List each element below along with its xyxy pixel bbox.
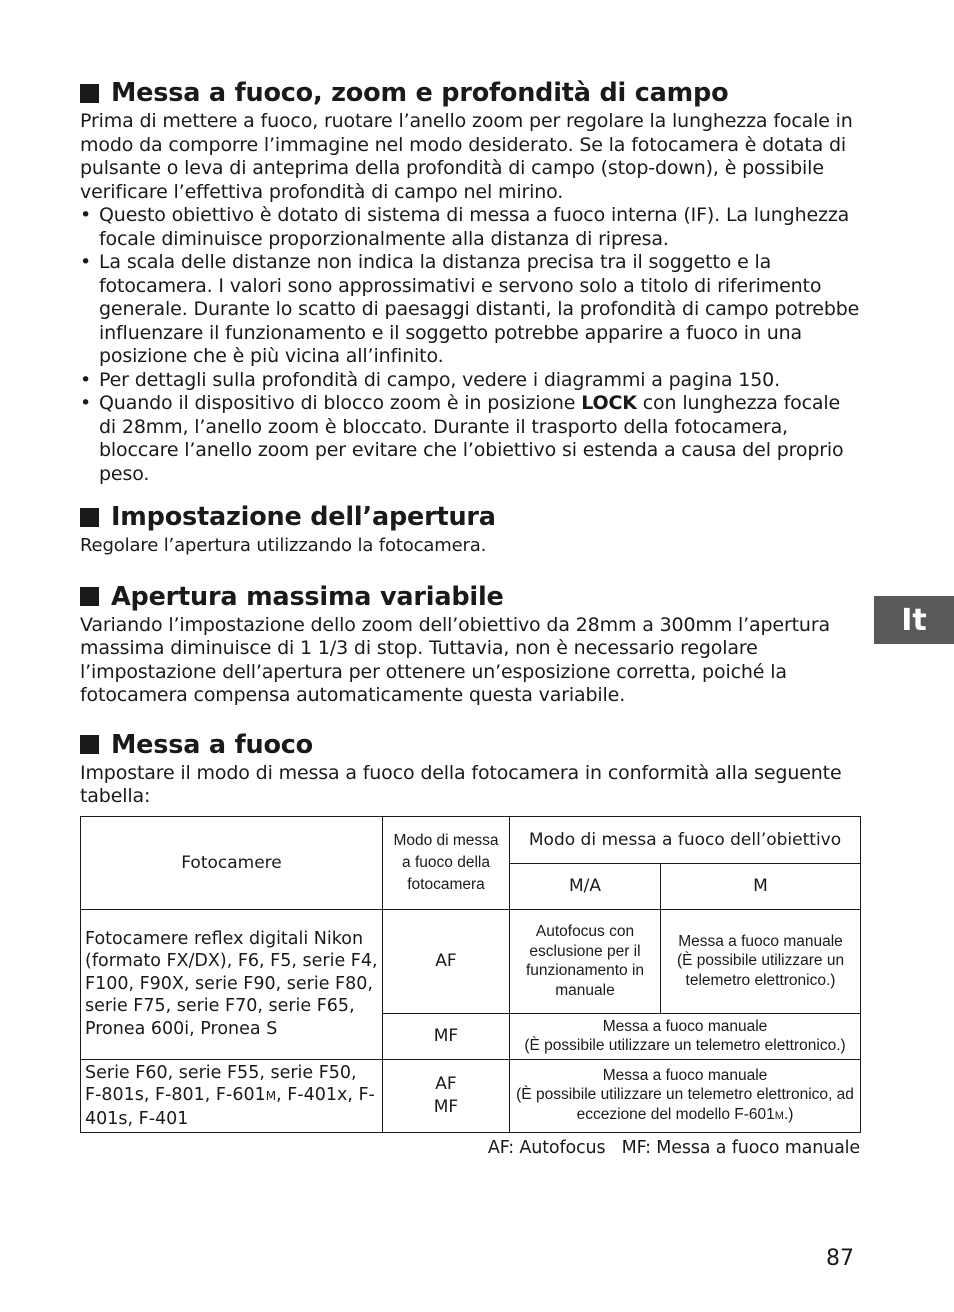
bullet-icon: • <box>80 392 92 414</box>
cell-af: AF <box>383 909 510 1013</box>
section-paragraph: Regolare l’apertura utilizzando la fotocamera. <box>80 535 487 556</box>
section-focus-zoom <box>80 76 860 486</box>
header-camera-focus-mode: Modo di messa a fuoco della fotocamera <box>383 816 510 909</box>
table-footnote: AF: Autofocus MF: Messa a fuoco manuale <box>487 1138 860 1158</box>
cell-af-m: Messa a fuoco manuale (È possibile utilizzare un telemetro elettronico.) <box>661 909 861 1013</box>
page-number: 87 <box>826 1246 854 1271</box>
bullet-icon: • <box>80 368 92 391</box>
section-heading: Messa a fuoco, zoom e profondità di campo <box>80 76 860 110</box>
square-bullet-icon <box>80 84 99 103</box>
list-item: • La scala delle distanze non indica la distanza precisa tra il soggetto e la fotocamera. I valori sono approssimativi e servono solo a titolo di riferimento generale. Durante lo scatto di paesaggi distanti, la profondità di campo potrebbe influenzare il funzionamento e il soggetto potrebbe apparire a fuoco in una posizione che è più vicina all’infinito. <box>80 251 860 367</box>
table-row-cameras-1: Fotocamere reflex digitali Nikon (formato FX/DX), F6, F5, serie F4, F100, F90X, serie F90, serie F80, serie F75, serie F70, serie F65, Pronea 600i, Pronea S <box>81 909 383 1059</box>
square-bullet-icon <box>80 587 99 606</box>
cell-mf-desc: Messa a fuoco manuale (È possibile utilizzare un telemetro elettronico.) <box>510 1013 861 1059</box>
header-lens-focus-mode: Modo di messa a fuoco dell’obiettivo <box>510 816 861 863</box>
page-content <box>80 76 860 1161</box>
cell-af-mf: AF MF <box>383 1059 510 1133</box>
header-cameras: Fotocamere <box>81 816 383 909</box>
section-variable-aperture <box>80 580 860 708</box>
intro-paragraph: Prima di mettere a fuoco, ruotare l’anello zoom per regolare la lunghezza focale in modo da comporre l’immagine nel modo desiderato. Se la fotocamera è dotata di pulsante o leva di anteprima della profondità di campo (stop-down), è possibile verificare l’effettiva profondità di campo nel mirino. <box>80 110 853 203</box>
list-item: • Per dettagli sulla profondità di campo, vedere i diagrammi a pagina 150. <box>80 368 781 391</box>
header-ma: M/A <box>510 863 661 909</box>
bullet-list <box>80 204 860 486</box>
list-item: • Quando il dispositivo di blocco zoom è in posizione LOCK con lunghezza focale di 28mm, l’anello zoom è bloccato. Durante il trasporto della fotocamera, bloccare l’anello zoom per evitare che l’obiettivo si estenda a causa del proprio peso. <box>80 392 844 485</box>
bullet-icon: • <box>80 204 92 226</box>
section-focusing <box>80 728 860 1161</box>
focus-mode-table <box>80 816 861 1134</box>
table-row-cameras-2: Serie F60, serie F55, serie F50, F-801s, F-801, F-601M, F-401x, F-401s, F-401 <box>81 1059 383 1133</box>
header-m: M <box>661 863 861 909</box>
square-bullet-icon <box>80 508 99 527</box>
section-paragraph: Impostare il modo di messa a fuoco della fotocamera in conformità alla seguente tabella: <box>80 761 842 807</box>
section-paragraph: Variando l’impostazione dello zoom dell’obiettivo da 28mm a 300mm l’apertura massima diminuisce di 1 1/3 di stop. Tuttavia, non è necessario regolare l’impostazione dell’apertura per ottenere un’esposizione corretta, poiché la fotocamera compensa automaticamente questa variabile. <box>80 613 830 706</box>
cell-mf: MF <box>383 1013 510 1059</box>
section-heading: Impostazione dell’apertura <box>80 500 860 534</box>
lock-label: LOCK <box>581 392 637 414</box>
section-heading: Messa a fuoco <box>80 728 860 762</box>
bullet-icon: • <box>80 251 92 273</box>
cell-af-ma: Autofocus con esclusione per il funzionamento in manuale <box>510 909 661 1013</box>
list-item: • Questo obiettivo è dotato di sistema di messa a fuoco interna (IF). La lunghezza focale diminuisce proporzionalmente alla distanza di ripresa. <box>80 204 850 250</box>
language-tab: It <box>874 596 954 644</box>
cell-row2-desc: Messa a fuoco manuale (È possibile utilizzare un telemetro elettronico, ad eccezione del modello F-601M.) <box>510 1059 861 1133</box>
section-heading: Apertura massima variabile <box>80 580 860 614</box>
section-aperture-setting <box>80 500 860 558</box>
square-bullet-icon <box>80 735 99 754</box>
